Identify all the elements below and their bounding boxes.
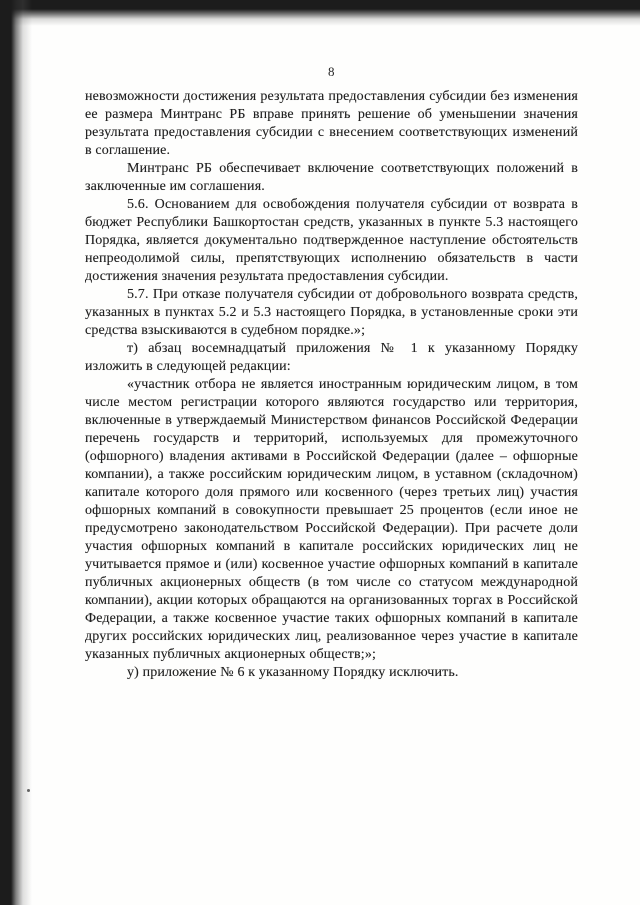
- paragraph: 5.7. При отказе получателя субсидии от добровольного возврата средств, указанных в пунктах 5.2 и 5.3 настоящего Порядка, в установленные сроки эти средства взыскиваются в судебном порядке.»;: [85, 287, 578, 338]
- scan-speck: [27, 789, 30, 792]
- paragraph: невозможности достижения результата предоставления субсидии без изменения ее размера Минтранс РБ вправе принять решение об уменьшении значения результата предоставления субсидии с внесением соответствующих изменений в соглашение.: [85, 89, 578, 158]
- paragraph: Минтранс РБ обеспечивает включение соответствующих положений в заключенные им соглашения.: [85, 161, 578, 194]
- paragraph: т) абзац восемнадцатый приложения № 1 к указанному Порядку изложить в следующей редакции:: [85, 341, 578, 374]
- paragraph: 5.6. Основанием для освобождения получателя субсидии от возврата в бюджет Республики Башкортостан средств, указанных в пункте 5.3 настоящего Порядка, является документально подтвержденное наступление обстоятельств непреодолимой силы, препятствующих исполнению обязательств в части достижения значения результата предоставления субсидии.: [85, 197, 578, 284]
- scan-artifact-top-edge: [0, 0, 640, 26]
- paragraph: «участник отбора не является иностранным юридическим лицом, в том числе местом регистрации которого являются государство или территория, включенные в утверждаемый Министерством финансов Российской Федерации перечень государств и территорий, используемых для промежуточного (офшорного) владения активами в Российской Федерации (далее – офшорные компании), а также российским юридическим лицом, в уставном (складочном) капитале которого доля прямого или косвенного (через третьих лиц) участия офшорных компаний в совокупности превышает 25 процентов (если иное не предусмотрено законодательством Российской Федерации). При расчете доли участия офшорных компаний в капитале российских юридических лиц не учитывается прямое и (или) косвенное участие офшорных компаний в капитале публичных акционерных обществ (в том числе со статусом международной компании), акции которых обращаются на организованных торгах в Российской Федерации, а также косвенное участие таких офшорных компаний в капитале других российских юридических лиц, реализованное через участие в капитале указанных публичных акционерных обществ;»;: [85, 377, 578, 662]
- paragraph: у) приложение № 6 к указанному Порядку исключить.: [127, 665, 459, 680]
- document-body: [85, 88, 578, 682]
- scan-artifact-left-edge: [0, 0, 32, 905]
- page-number: 8: [328, 64, 335, 79]
